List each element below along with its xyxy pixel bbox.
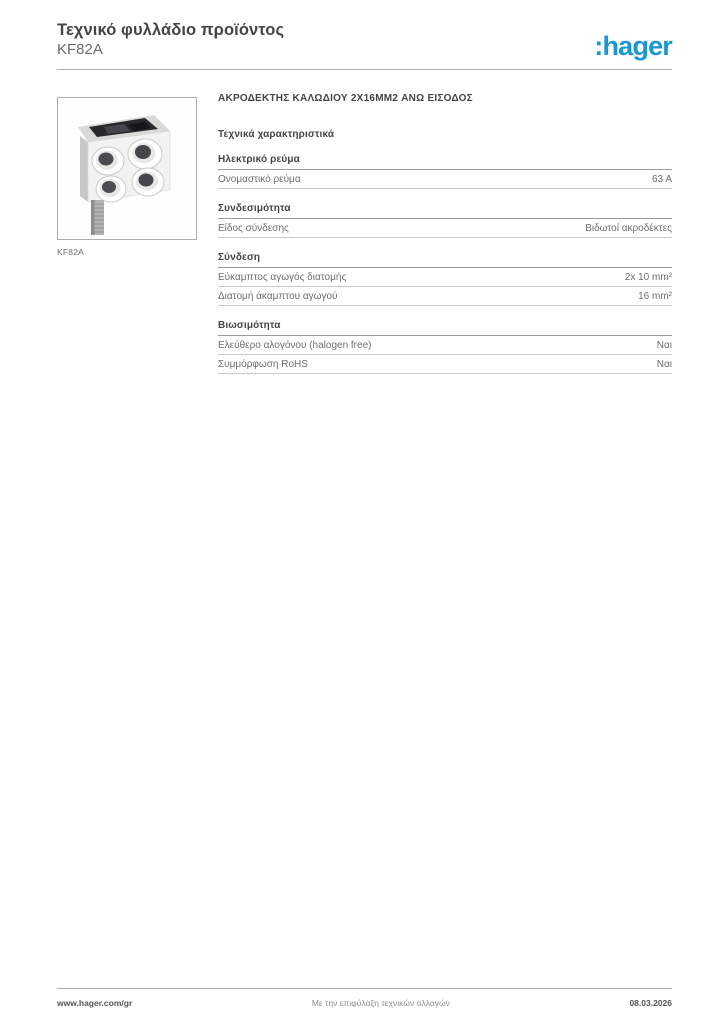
spec-value: 16 mm² bbox=[638, 291, 672, 302]
spec-label: Συμμόρφωση RoHS bbox=[218, 359, 308, 370]
spec-value: Βιδωτοί ακροδέκτες bbox=[585, 223, 672, 234]
product-image-caption: KF82A bbox=[57, 247, 84, 257]
product-name: ΑΚΡΟΔΕΚΤΗΣ ΚΑΛΩΔΙΟΥ 2X16MM2 ΑΝΩ ΕΙΣΟΔΟΣ bbox=[218, 93, 473, 104]
product-code: KF82A bbox=[57, 41, 103, 58]
footer-disclaimer: Με την επιφύλαξη τεχνικών αλλαγών bbox=[311, 998, 450, 1008]
page-title: Τεχνικό φυλλάδιο προϊόντος bbox=[57, 21, 285, 39]
spec-value: 2x 10 mm² bbox=[624, 272, 672, 283]
spec-value: Ναι bbox=[656, 340, 672, 351]
product-image-frame bbox=[57, 97, 197, 240]
header-divider bbox=[57, 69, 672, 70]
spec-label: Εύκαμπτος αγωγός διατομής bbox=[218, 272, 347, 283]
spec-row bbox=[218, 355, 672, 374]
spec-label: Ονομαστικό ρεύμα bbox=[218, 174, 301, 185]
page-header bbox=[57, 21, 672, 59]
footer-url: www.hager.com/gr bbox=[57, 998, 133, 1008]
section-title: Σύνδεση bbox=[218, 252, 672, 268]
hager-logo: :hager bbox=[594, 31, 672, 61]
spec-row bbox=[218, 287, 672, 306]
spec-section-connection bbox=[218, 252, 672, 306]
spec-label: Είδος σύνδεσης bbox=[218, 223, 289, 234]
content bbox=[57, 93, 672, 374]
spec-row bbox=[218, 336, 672, 355]
spec-row bbox=[218, 170, 672, 189]
spec-label: Διατομή άκαμπτου αγωγού bbox=[218, 291, 338, 302]
spec-value: Ναι bbox=[656, 359, 672, 370]
spec-section-connectivity bbox=[218, 203, 672, 238]
footer-date: 08.03.2026 bbox=[629, 998, 672, 1008]
spec-column bbox=[218, 93, 672, 374]
spec-label: Ελεύθερο αλογόνου (halogen free) bbox=[218, 340, 372, 351]
specs-heading: Τεχνικά χαρακτηριστικά bbox=[218, 129, 335, 140]
section-title: Βιωσιμότητα bbox=[218, 320, 672, 336]
product-image-column bbox=[57, 93, 197, 374]
spec-row bbox=[218, 268, 672, 287]
page-footer bbox=[57, 988, 672, 1024]
spec-section-electric bbox=[218, 154, 672, 189]
header-titles bbox=[57, 21, 284, 59]
product-photo bbox=[58, 98, 197, 240]
section-title: Ηλεκτρικό ρεύμα bbox=[218, 154, 672, 170]
spec-value: 63 A bbox=[651, 174, 672, 185]
spec-row bbox=[218, 219, 672, 238]
section-title: Συνδεσιμότητα bbox=[218, 203, 672, 219]
spec-section-sustainability bbox=[218, 320, 672, 374]
